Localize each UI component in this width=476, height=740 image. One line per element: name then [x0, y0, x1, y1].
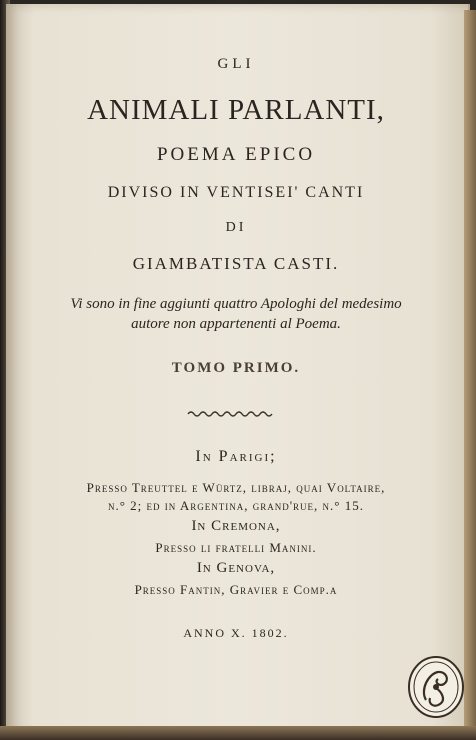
volume-label: TOMO PRIMO. [171, 360, 301, 376]
author-name: GIAMBATISTA CASTI. [132, 254, 340, 273]
book-title: ANIMALI PARLANTI, [87, 94, 385, 126]
appendix-note-line-2: autore non appartenenti al Poema. [131, 316, 341, 332]
imprint-city-genova: In Genova, [196, 560, 276, 576]
author-preposition: DI [225, 220, 247, 235]
book-subtitle: POEMA EPICO [156, 144, 316, 165]
page-edge [464, 10, 476, 736]
imprint-publisher-paris-line-2: n.° 2; ed in Argentina, grand'rue, n.° 15. [107, 498, 364, 513]
title-article: GLI [217, 56, 255, 72]
book-bottom-edge [0, 726, 476, 740]
publication-year: ANNO X. 1802. [183, 626, 289, 640]
ornament-rule [186, 408, 276, 420]
appendix-note-line-1: Vi sono in fine aggiunti quattro Apologhi del medesimo [70, 296, 402, 312]
library-stamp-icon [406, 654, 466, 720]
division-note: DIVISO IN VENTISEI' CANTI [107, 184, 365, 201]
imprint-city-paris: In Parigi; [195, 448, 277, 465]
imprint-publisher-paris-line-1: Presso Treuttel e Würtz, libraj, quai Voltaire, [86, 480, 386, 495]
imprint-publisher-cremona: Presso li fratelli Manini. [155, 540, 317, 555]
imprint-city-cremona: In Cremona, [191, 518, 281, 534]
imprint-publisher-genova: Presso Fantin, Gravier e Comp.a [134, 582, 338, 597]
